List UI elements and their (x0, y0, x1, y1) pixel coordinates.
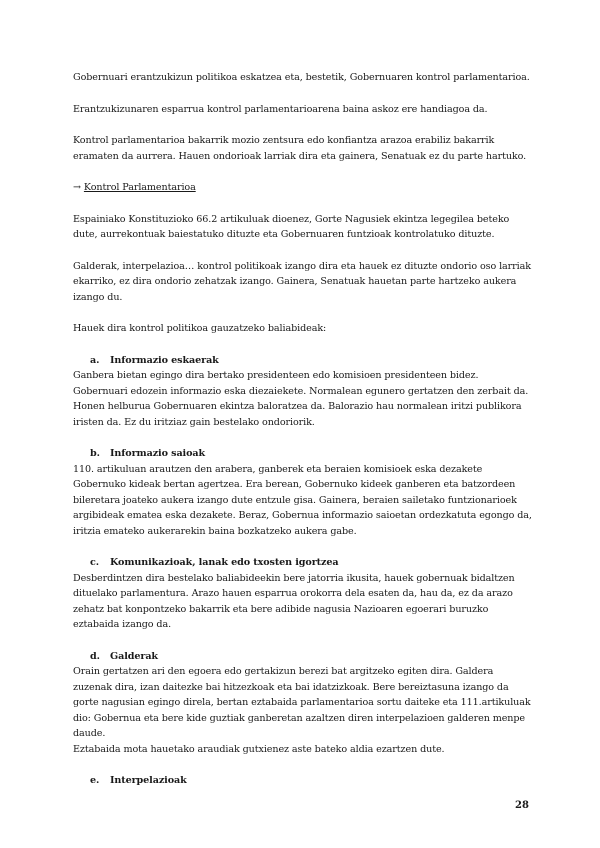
item-heading (90, 773, 535, 789)
item-title: Galderak (110, 650, 158, 662)
item-number: c. (90, 557, 99, 568)
list-item (73, 555, 535, 633)
item-body: Desberdintzen dira bestelako baliabideekin bere jatorria ikusita, hauek gobernuak bidaltzen dituelako parlamentura. Arazo hauen esparrua orokorra dela esaten da, hau da, ez da arazo zehatz bat konpontzeko bakarrik eta bere adibide nagusia Nazioaren egoerari buruzko eztabaida izango da. (73, 572, 515, 630)
paragraph: Gobernuari erantzukizun politikoa eskatzea eta, bestetik, Gobernuaren kontrol parlamentarioa. (73, 72, 530, 83)
list-item (73, 649, 535, 758)
arrow-icon: → (73, 182, 81, 193)
paragraph: Kontrol parlamentarioa bakarrik mozio zentsura edo konfiantza arazoa erabiliz bakarrik eramaten da aurrera. Hauen ondorioak larriak dira eta gainera, Senatuak ez du parte hartuko. (73, 135, 527, 162)
item-title: Informazio eskaerak (110, 354, 219, 366)
item-number: d. (90, 650, 100, 662)
paragraph: Espainiako Konstituzioko 66.2 artikuluak dioenez, Gorte Nagusiek ekintza legegilea beteko dute, aurrekontuak baiestatuko dituzte eta Gobernuaren funtzioak kontrolatuko dituzte. (73, 213, 510, 240)
paragraph: Galderak, interpelazioa… kontrol politikoak izango dira eta hauek ez dituzte ondorio oso larriak ekarriko, ez dira ondorio zehatzak izango. Gainera, Senatuak hauetan parte hartzeko aukera izango du. (73, 260, 531, 303)
paragraph: Hauek dira kontrol politikoa gauzatzeko baliabideak: (73, 323, 327, 334)
page-number: 28 (515, 800, 529, 811)
paragraph: Erantzukizunaren esparrua kontrol parlamentarioarena baina askoz ere handiagoa da. (73, 103, 488, 115)
list-item (73, 353, 535, 431)
list-item (73, 773, 535, 789)
section-heading (73, 180, 535, 196)
item-title: Informazio saioak (110, 448, 206, 459)
item-number: b. (90, 448, 100, 459)
item-body: 110. artikuluan arautzen den arabera, ganberek eta beraien komisioek eska dezakete Gobernuko kideak bertan agertzea. Era berean, Gobernuko kideek ganberen eta batzordeen bileretara joateko aukera izango dute entzule gisa. Gainera, beraien sailetako funtzionarioek argibideak ematea eska dezakete. Beraz, Gobernua informazio saioetan ordezkatuta egongo da, iritzia emateko aukerarekin baina bozkatzeko aukera gabe. (73, 463, 532, 537)
item-body-continued: Eztabaida mota hauetako araudiak gutxienez aste bateko aldia ezartzen dute. (73, 743, 445, 755)
item-heading (90, 555, 535, 571)
list-item (73, 446, 535, 539)
item-title: Komunikazioak, lanak edo txosten igortzea (110, 557, 339, 568)
item-body: Ganbera bietan egingo dira bertako presidenteen edo komisioen presidenteen bidez. Gobernuari edozein informazio eska diezaiekete. Normalean egunero gertatzen den zerbait da. Honen helburua Gobernuaren ekintza baloratzea da. Balorazio hau normalean iritzi publikora iristen da. Ez du iritziaz gain bestelako ondoriorik. (73, 370, 529, 428)
item-body: Orain gertatzen ari den egoera edo gertakizun berezi bat argitzeko egiten dira. Galdera zuzenak dira, izan daitezke bai hitzezkoak eta bai idatzizkoak. Bere bereiztasuna izango da gorte nagusian egingo direla, bertan eztabaida parlamentarioa sortu daiteke eta 111.artikuluak dio: Gobernua eta bere kide guztiak ganberetan azaltzen diren interpelazioen galderen menpe daude. (73, 666, 531, 739)
section-title: Kontrol Parlamentarioa (83, 182, 196, 193)
item-number: e. (90, 775, 100, 786)
item-title: Interpelazioak (110, 775, 187, 786)
item-number: a. (90, 354, 100, 366)
item-heading (90, 353, 535, 369)
item-heading (90, 446, 535, 462)
item-heading (90, 649, 535, 665)
document-page (73, 70, 535, 789)
